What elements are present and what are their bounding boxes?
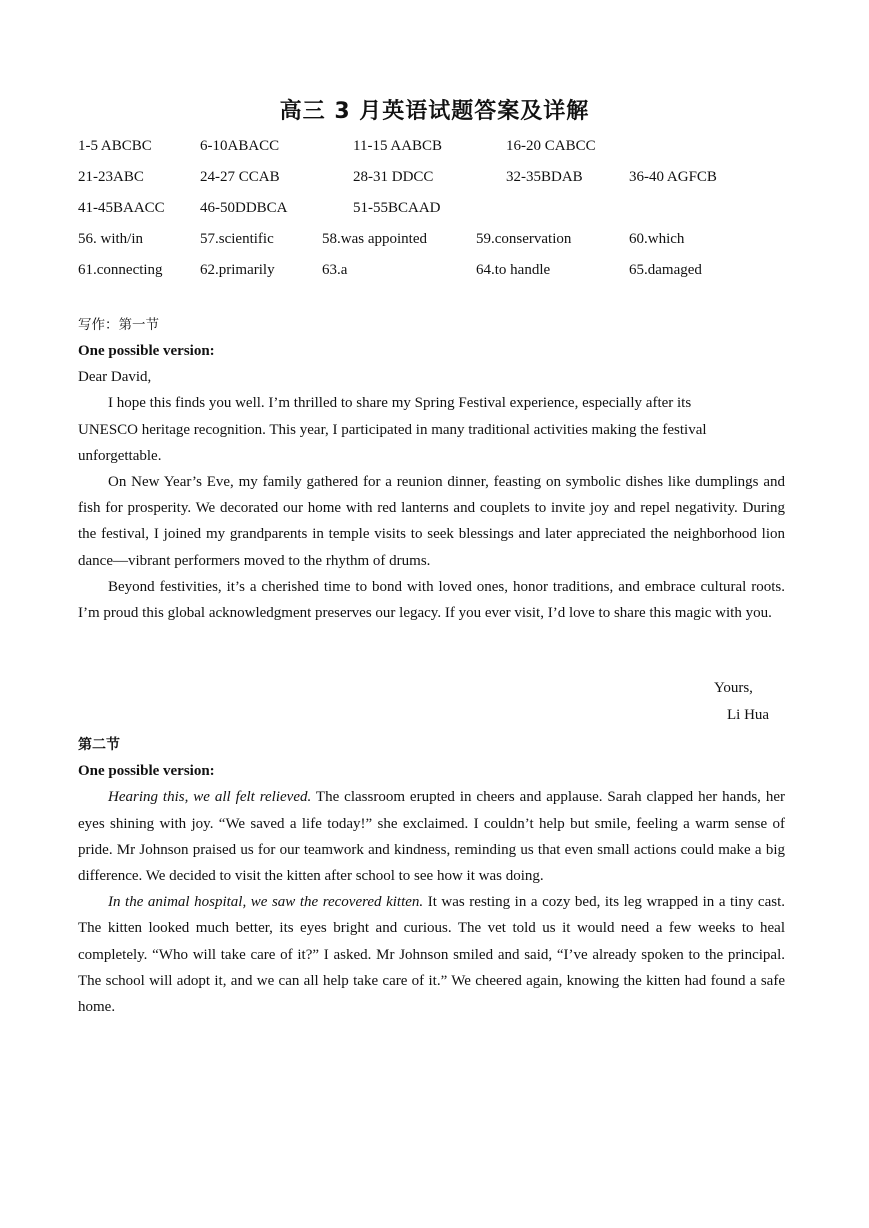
letter-paragraph: I hope this finds you well. I’m thrilled to share my Spring Festival experience, especially after its <box>108 395 692 412</box>
answer-item: 6-10ABACC <box>200 138 280 154</box>
letter-greeting: Dear David, <box>78 369 152 386</box>
answer-item: 64.to handle <box>476 262 551 278</box>
answer-item: 59.conservation <box>476 231 572 247</box>
answer-item: 46-50DDBCA <box>200 200 288 216</box>
story <box>78 732 785 1020</box>
answer-item: 28-31 DDCC <box>353 169 434 185</box>
letter-closing: Yours, <box>714 680 753 696</box>
letter-paragraph: Beyond festivities, it’s a cherished time to bond with loved ones, honor traditions, and embrace cultural roots. I’m proud this global acknowledgment preserves our legacy. If you ever visit, I’d love to share this magic with you. <box>78 578 785 622</box>
answer-item: 63.a <box>322 262 348 278</box>
answer-item: 57.scientific <box>200 231 274 247</box>
section-2-label: 第二节 <box>78 737 120 753</box>
story-text: It was resting in a cozy bed, its leg wrapped in a tiny cast. The kitten looked much better, its eyes bright and curious. The vet told us it would need a few weeks to heal completely. “Who will take care of it?” I asked. Mr Johnson smiled and said, “I’ve already spoken to the principal. The school will adopt it, and we can all help take care of it.” We cheered again, knowing the kitten had found a safe home. <box>78 894 785 1016</box>
answer-item: 60.which <box>629 231 685 247</box>
answer-item: 16-20 CABCC <box>506 138 596 154</box>
answer-item: 11-15 AABCB <box>353 138 443 154</box>
answer-item: 62.primarily <box>200 262 275 278</box>
section-2-heading: One possible version: <box>78 763 215 780</box>
answer-item: 32-35BDAB <box>506 169 583 185</box>
letter-paragraph: On New Year’s Eve, my family gathered for a reunion dinner, feasting on symbolic dishes like dumplings and fish for prosperity. We decorated our home with red lanterns and couplets to invite joy and repel negativity. During the festival, I joined my grandparents in temple visits to seek blessings and later appreciated the neighborhood lion dance—vibrant performers moved to the rhythm of drums. <box>78 474 785 569</box>
answer-item: 61.connecting <box>78 262 163 278</box>
story-paragraph <box>78 784 785 889</box>
story-text: The classroom erupted in cheers and applause. Sarah clapped her hands, her eyes shining with joy. “We saved a life today!” she exclaimed. I couldn’t help but smile, feeling a warm sense of pride. Mr Johnson praised us for our teamwork and kindness, reminding us that even small actions could make a big difference. We decided to visit the kitten after school to see how it was doing. <box>78 789 785 885</box>
story-paragraph <box>78 889 785 1020</box>
answer-item: 24-27 CCAB <box>200 169 280 185</box>
answer-item: 56. with/in <box>78 231 144 247</box>
answer-item: 65.damaged <box>629 262 702 278</box>
letter-paragraph: UNESCO heritage recognition. This year, I participated in many traditional activities making the festival unforgettable. <box>78 421 707 464</box>
answer-item: 58.was appointed <box>322 231 427 247</box>
answer-item: 51-55BCAAD <box>353 200 441 216</box>
story-lead: In the animal hospital, we saw the recovered kitten. <box>108 894 424 911</box>
answer-item: 41-45BAACC <box>78 200 165 216</box>
page-title: 高三 3 月英语试题答案及详解 <box>279 99 590 124</box>
answer-item: 21-23ABC <box>78 169 144 185</box>
letter <box>78 338 785 626</box>
story-lead: Hearing this, we all felt relieved. <box>108 789 312 806</box>
answer-item: 1-5 ABCBC <box>78 138 152 154</box>
answer-item: 36-40 AGFCB <box>629 169 717 185</box>
letter-signature: Li Hua <box>727 707 770 723</box>
section-1-label: 写作：第一节 <box>78 317 159 333</box>
section-1-heading: One possible version: <box>78 343 215 359</box>
